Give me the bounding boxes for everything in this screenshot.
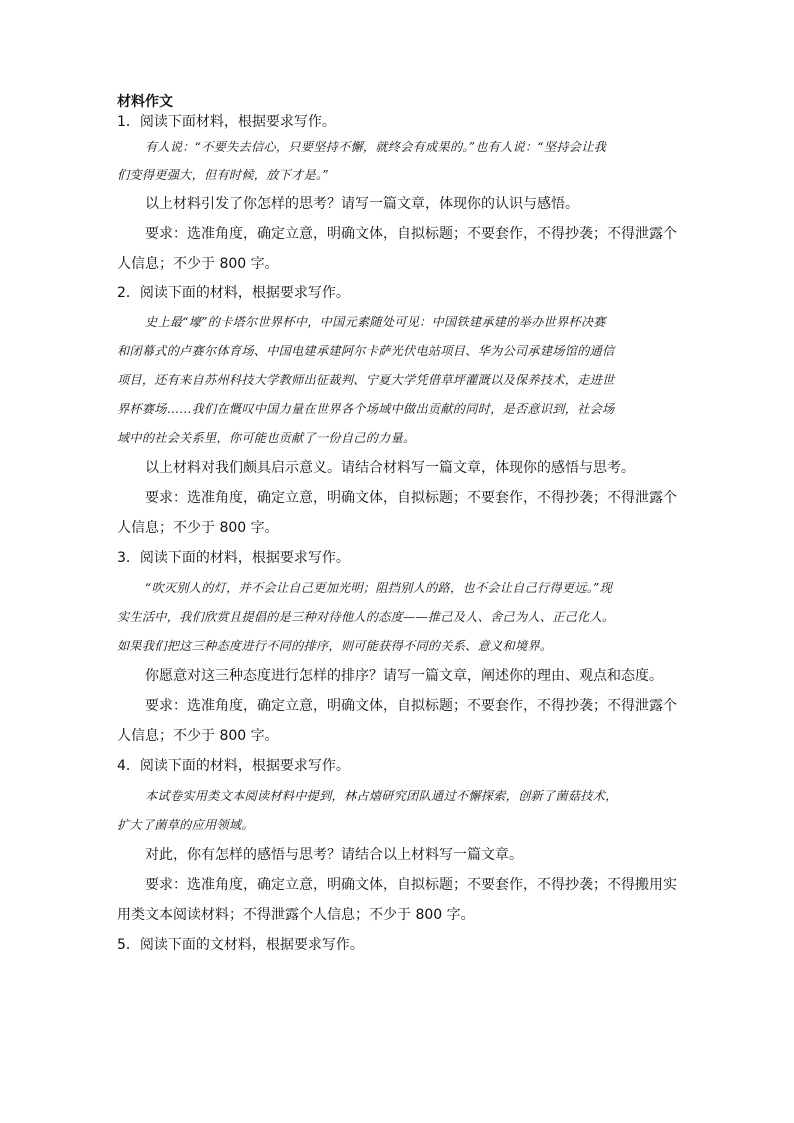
q2-prompt: 2．阅读下面的材料，根据要求写作。: [117, 285, 350, 301]
q4-requirement: 用类文本阅读材料；不得泄露个人信息；不少于 800 字。: [117, 907, 475, 923]
q2-material-line: 界杯赛场……我们在慨叹中国力量在世界各个场域中做出贡献的同时，是否意识到，社会场: [117, 402, 615, 416]
q3-task: 你愿意对这三种态度进行怎样的排序？请写一篇文章，阐述你的理由、观点和态度。: [145, 668, 663, 684]
q4-material-line: 本试卷实用类文本阅读材料中提到，林占熺研究团队通过不懈探索，创新了菌菇技术，: [145, 789, 618, 803]
q2-requirement: 人信息；不少于 800 字。: [117, 520, 279, 536]
q3-requirement: 人信息；不少于 800 字。: [117, 728, 279, 744]
document-page: [117, 92, 677, 955]
section-heading: 材料作文: [117, 94, 173, 110]
q4-requirement: 要求：选准角度，确定立意，明确文体，自拟标题；不要套作，不得抄袭；不得搬用实: [145, 877, 677, 893]
q1-material-line: 有人说：“不要失去信心，只要坚持不懈，就终会有成果的。”也有人说：“坚持会让我: [145, 140, 607, 154]
q1-material-line: 们变得更强大，但有时候，放下才是。”: [117, 168, 329, 182]
q3-material-line: 如果我们把这三种态度进行不同的排序，则可能获得不同的关系、意义和境界。: [117, 639, 553, 653]
q3-requirement: 要求：选准角度，确定立意，明确文体，自拟标题；不要套作，不得抄袭；不得泄露个: [145, 698, 677, 714]
q3-material-line: 实生活中，我们欣赏且提倡的是三种对待他人的态度——推己及人、舍己为人、正己化人。: [117, 610, 615, 624]
q5-prompt: 5．阅读下面的文材料，根据要求写作。: [117, 937, 364, 953]
q3-material-line: “吹灭别人的灯，并不会让自己更加光明；阻挡别人的路，也不会让自己行得更远。”现: [145, 581, 613, 595]
q2-task: 以上材料对我们颇具启示意义。请结合材料写一篇文章，体现你的感悟与思考。: [145, 460, 635, 476]
q4-task: 对此，你有怎样的感悟与思考？请结合以上材料写一篇文章。: [145, 847, 523, 863]
q1-prompt: 1．阅读下面材料，根据要求写作。: [117, 114, 336, 130]
q4-prompt: 4．阅读下面的材料，根据要求写作。: [117, 758, 350, 774]
q2-material-line: 和闭幕式的卢赛尔体育场、中国电建承建阿尔卡萨光伏电站项目、华为公司承建场馆的通信: [117, 344, 615, 358]
q3-prompt: 3．阅读下面的材料，根据要求写作。: [117, 550, 350, 566]
q2-material-line: 史上最“壕”的卡塔尔世界杯中，中国元素随处可见：中国铁建承建的举办世界杯决赛: [145, 315, 606, 329]
q1-task: 以上材料引发了你怎样的思考？请写一篇文章，体现你的认识与感悟。: [145, 196, 579, 212]
q2-material-line: 项目，还有来自苏州科技大学教师出征裁判、宁夏大学凭借草坪灌溉以及保养技术，走进世: [117, 373, 615, 387]
q2-requirement: 要求：选准角度，确定立意，明确文体，自拟标题；不要套作，不得抄袭；不得泄露个: [145, 490, 677, 506]
q1-requirement: 人信息；不少于 800 字。: [117, 256, 279, 272]
q4-material-line: 扩大了菌草的应用领域。: [117, 818, 254, 832]
q1-requirement: 要求：选准角度，确定立意，明确文体，自拟标题；不要套作，不得抄袭；不得泄露个: [145, 226, 677, 242]
q2-material-line: 域中的社会关系里，你可能也贡献了一份自己的力量。: [117, 431, 416, 445]
